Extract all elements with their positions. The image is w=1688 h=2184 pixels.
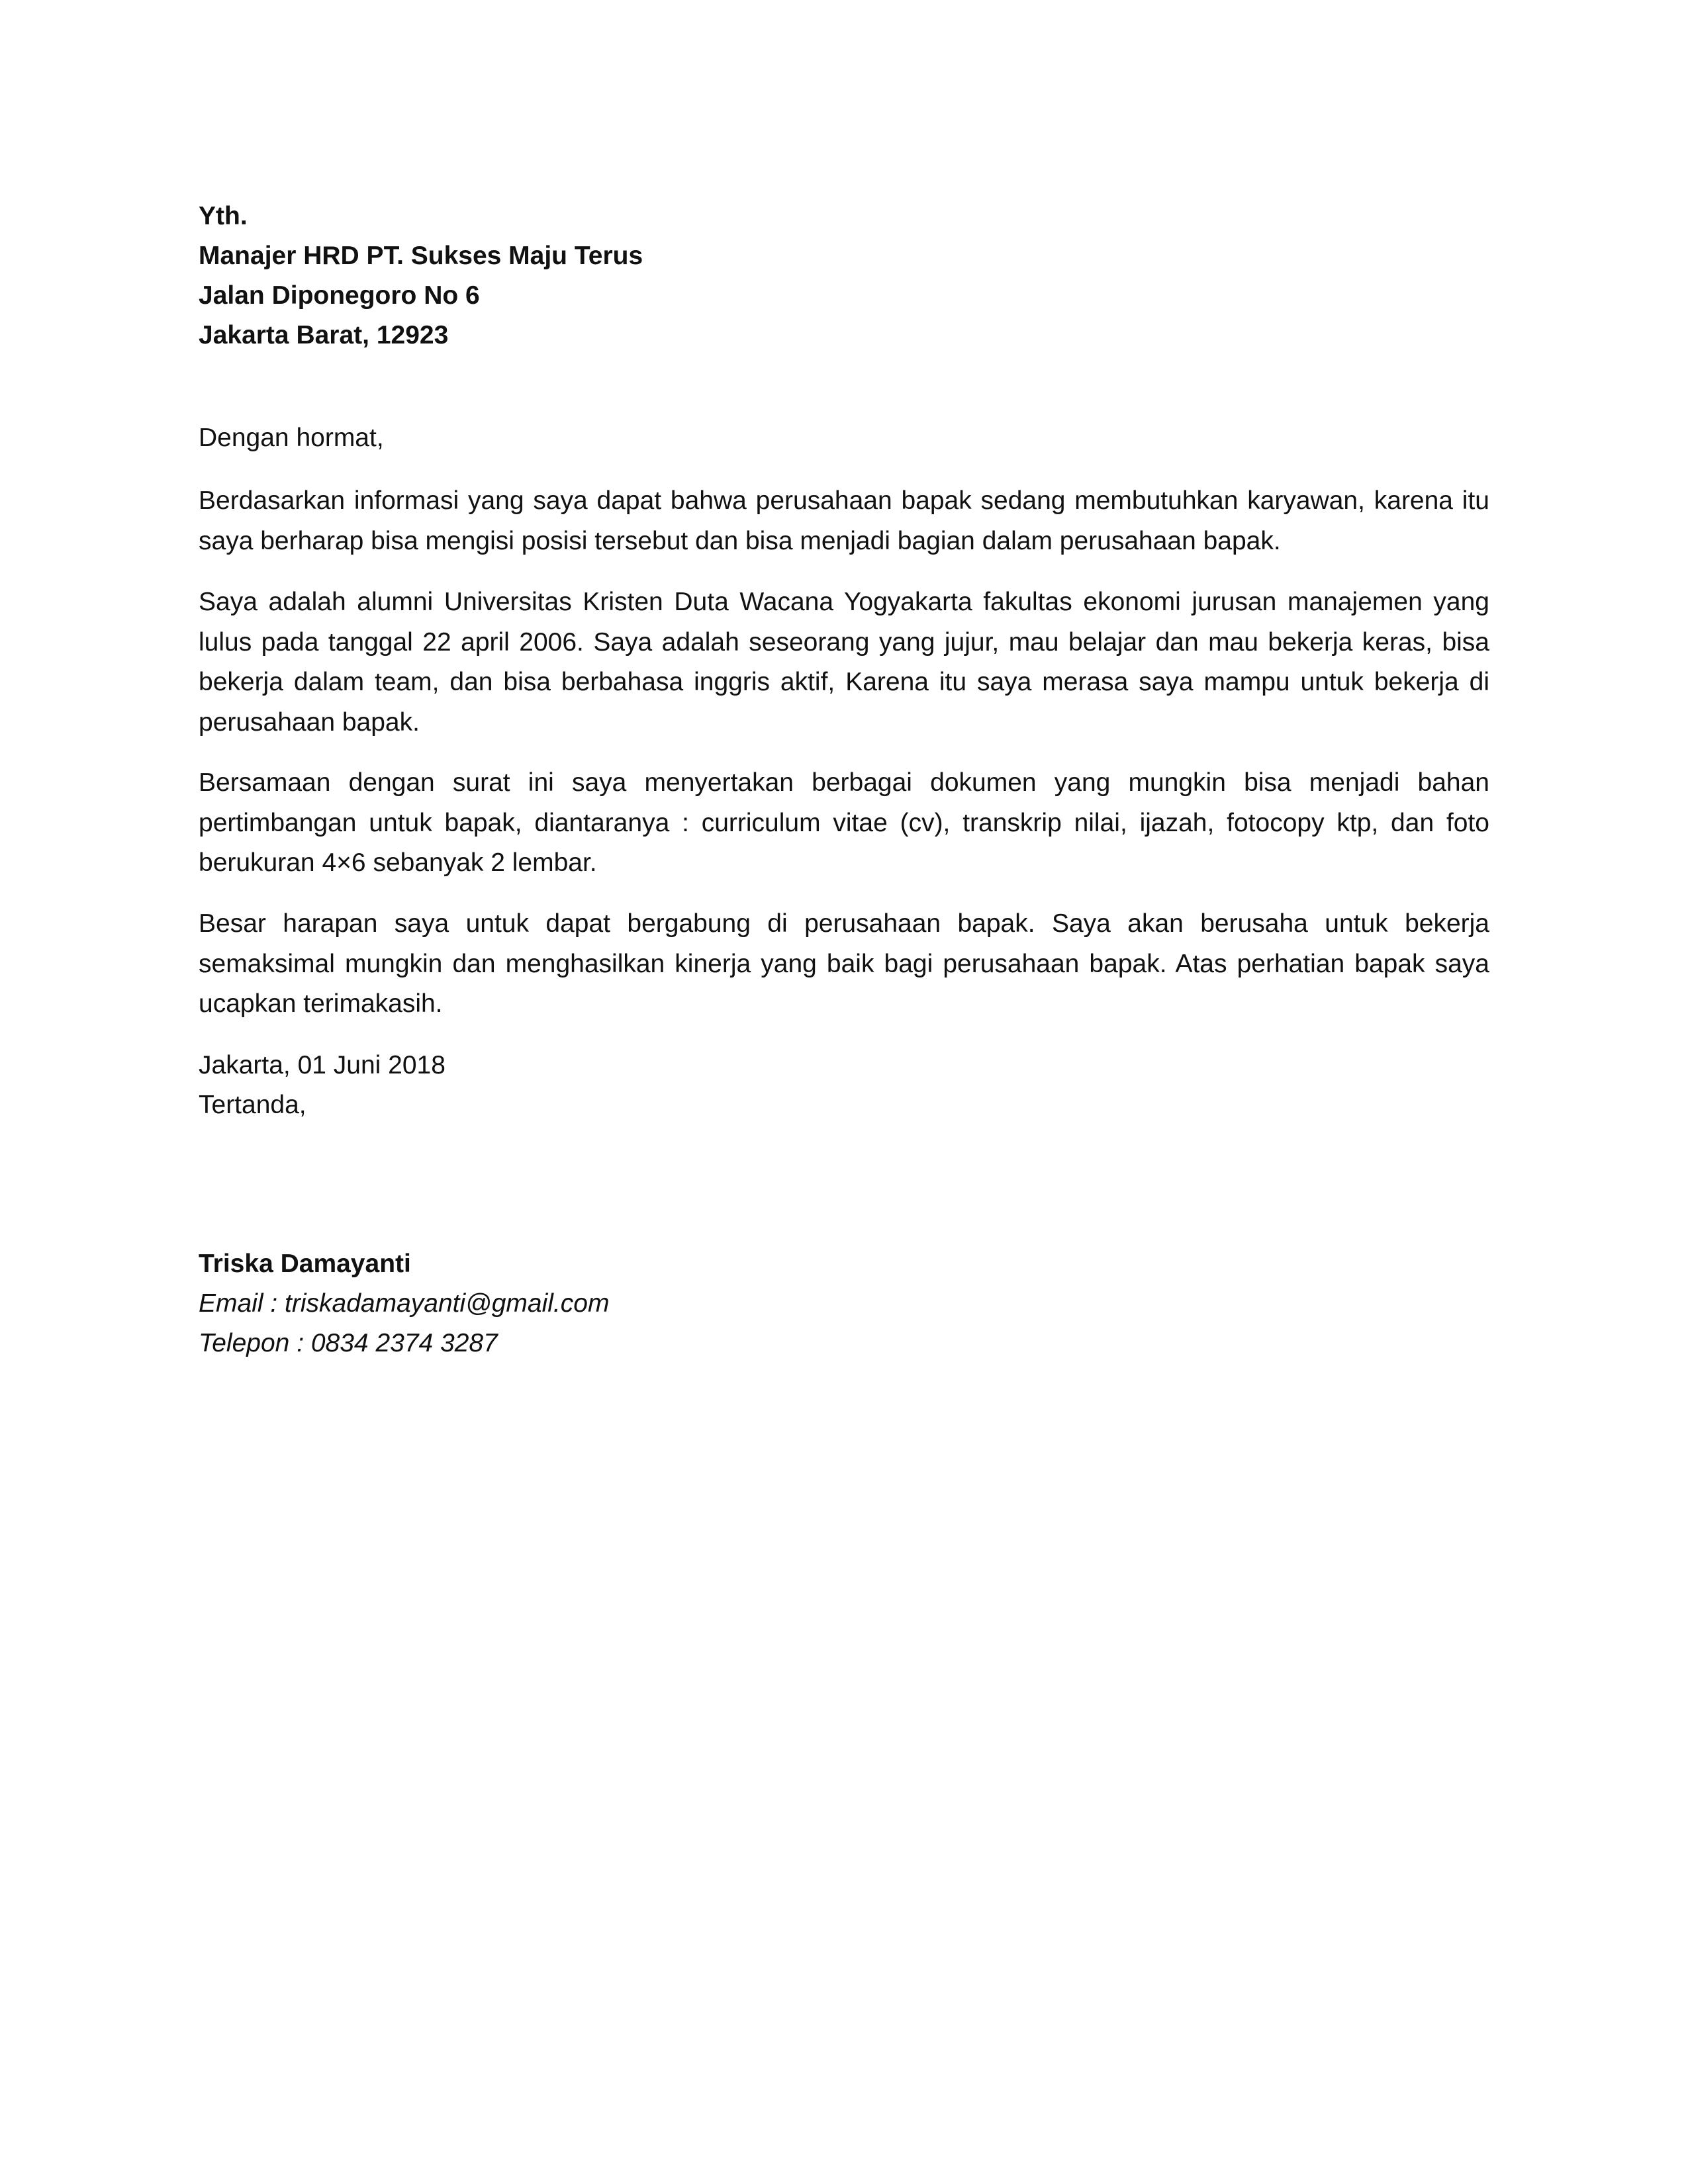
body-paragraph: Berdasarkan informasi yang saya dapat bahwa perusahaan bapak sedang membutuhkan karyawan, karena itu saya berharap bisa mengisi posisi tersebut dan bisa menjadi bagian dalam perusahaan bapak. <box>199 486 1489 555</box>
sender-email: Email : triskadamayanti@gmail.com <box>199 1289 610 1318</box>
body-paragraph: Saya adalah alumni Universitas Kristen Duta Wacana Yogyakarta fakultas ekonomi jurusan manajemen yang lulus pada tanggal 22 april 2006. Saya adalah seseorang yang jujur, mau belajar dan mau bekerja keras, bisa bekerja dalam team, dan bisa berbahasa inggris aktif, Karena itu saya merasa saya mampu untuk bekerja di perusahaan bapak. <box>199 588 1489 737</box>
recipient-street: Jalan Diponegoro No 6 <box>199 281 480 310</box>
recipient-city: Jakarta Barat, 12923 <box>199 321 449 349</box>
place-date: Jakarta, 01 Juni 2018 <box>199 1051 445 1079</box>
body-paragraph: Bersamaan dengan surat ini saya menyertakan berbagai dokumen yang mungkin bisa menjadi bahan pertimbangan untuk bapak, diantaranya : curriculum vitae (cv), transkrip nilai, ijazah, fotocopy ktp, dan foto berukuran 4×6 sebanyak 2 lembar. <box>199 768 1489 878</box>
greeting: Dengan hormat, <box>199 424 384 452</box>
recipient-name: Manajer HRD PT. Sukses Maju Terus <box>199 242 643 270</box>
sender-phone: Telepon : 0834 2374 3287 <box>199 1329 498 1357</box>
body-paragraph: Besar harapan saya untuk dapat bergabung di perusahaan bapak. Saya akan berusaha untuk bekerja semaksimal mungkin dan menghasilkan kinerja yang baik bagi perusahaan bapak. Atas perhatian bapak saya ucapkan terimakasih. <box>199 909 1489 1019</box>
sign-off: Tertanda, <box>199 1091 306 1119</box>
sender-name: Triska Damayanti <box>199 1250 411 1278</box>
recipient-salutation: Yth. <box>199 202 248 230</box>
